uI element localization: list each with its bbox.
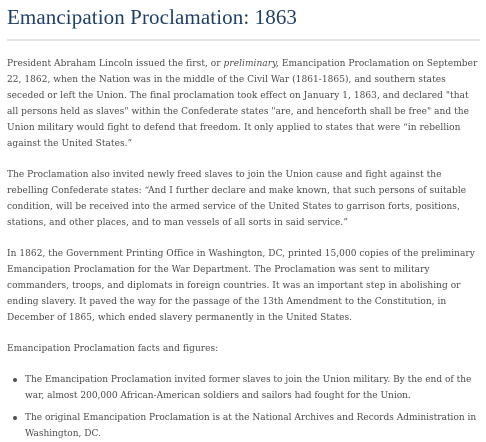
page-title: Emancipation Proclamation: 1863: [7, 5, 298, 29]
paragraph-intro-text-start: President Abraham Lincoln issued the first, or: [7, 59, 224, 69]
list-item: [25, 410, 480, 442]
bullet-icon: [13, 416, 17, 420]
list-item-text: The original Emancipation Proclamation is at the National Archives and Records Administration in Washington, DC.: [25, 413, 477, 439]
bullet-icon: [13, 378, 17, 382]
paragraph-freed-slaves: The Proclamation also invited newly freed slaves to join the Union cause and fight against the rebelling Confederate states: “And I further declare and make known, that such persons of suitable condition, will be received into the armed service of the United States to garrison forts, positions, stations, and other places, and to man vessels of all sorts in said service.”: [7, 170, 467, 228]
facts-heading: Emancipation Proclamation facts and figures:: [7, 344, 219, 354]
paragraph-intro: [7, 56, 480, 152]
list-item: [25, 372, 480, 404]
paragraph-intro-emphasis: preliminary,: [223, 59, 279, 69]
title-divider: [7, 39, 480, 41]
list-item-text: The Emancipation Proclamation invited former slaves to join the Union military. By the end of the war, almost 200,000 African-American soldiers and sailors had fought for the Union.: [25, 375, 472, 401]
facts-list: [7, 372, 480, 442]
paragraph-intro-text-end: Emancipation Proclamation on September 22, 1862, when the Nation was in the middle of the Civil War (1861-1865), and southern states seceded or left the Union. The final proclamation took effect on January 1, 1863, and declared "that all persons held as slaves" within the Confederate states "are, and henceforth shall be free" and the Union military would fight to defend that freedom. It only applied to states that were “in rebellion against the United States.”: [7, 59, 478, 149]
paragraph-printing: In 1862, the Government Printing Office in Washington, DC, printed 15,000 copies of the preliminary Emancipation Proclamation for the War Department. The Proclamation was sent to military commanders, troops, and diplomats in foreign countries. It was an important step in abolishing or ending slavery. It paved the way for the passage of the 13th Amendment to the Constitution, in December of 1865, which ended slavery permanently in the United States.: [7, 249, 475, 323]
